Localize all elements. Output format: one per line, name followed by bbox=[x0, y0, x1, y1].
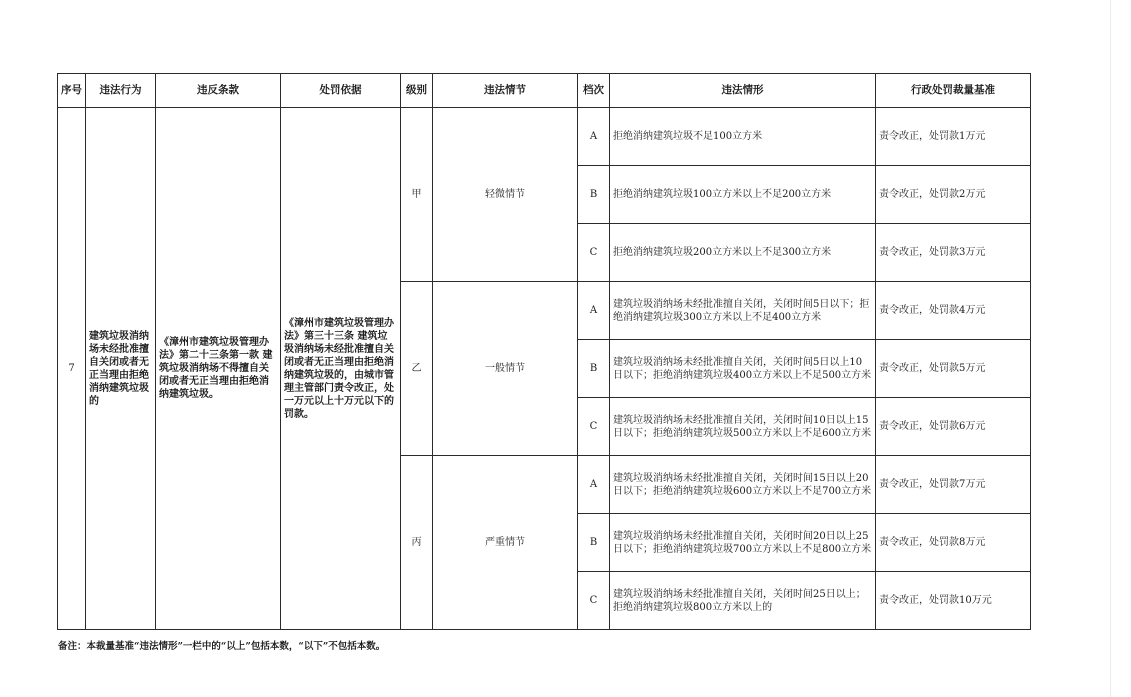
standard-cell: 责令改正，处罚款7万元 bbox=[876, 456, 1031, 514]
standard-cell: 责令改正，处罚款10万元 bbox=[876, 572, 1031, 630]
header-circumstance: 违法情节 bbox=[433, 74, 578, 108]
situation-cell: 建筑垃圾消纳场未经批准擅自关闭，关闭时间5日以上10日以下；拒绝消纳建筑垃圾400立方米以上不足500立方米 bbox=[610, 340, 876, 398]
header-clause: 违反条款 bbox=[156, 74, 281, 108]
scan-edge-divider bbox=[1110, 0, 1111, 697]
standard-cell: 责令改正，处罚款5万元 bbox=[876, 340, 1031, 398]
grade-cell: C bbox=[578, 572, 610, 630]
header-situation: 违法情形 bbox=[610, 74, 876, 108]
standard-cell: 责令改正，处罚款1万元 bbox=[876, 108, 1031, 166]
grade-cell: B bbox=[578, 514, 610, 572]
penalty-standard-table bbox=[57, 73, 1031, 630]
standard-cell: 责令改正，处罚款4万元 bbox=[876, 282, 1031, 340]
grade-cell: C bbox=[578, 398, 610, 456]
grade-cell: B bbox=[578, 340, 610, 398]
standard-cell: 责令改正，处罚款6万元 bbox=[876, 398, 1031, 456]
header-behavior: 违法行为 bbox=[86, 74, 156, 108]
header-basis: 处罚依据 bbox=[281, 74, 401, 108]
situation-cell: 建筑垃圾消纳场未经批准擅自关闭，关闭时间15日以上20日以下；拒绝消纳建筑垃圾600立方米以上不足700立方米 bbox=[610, 456, 876, 514]
situation-cell: 建筑垃圾消纳场未经批准擅自关闭，关闭时间10日以上15日以下；拒绝消纳建筑垃圾500立方米以上不足600立方米 bbox=[610, 398, 876, 456]
circumstance-label: 轻微情节 bbox=[433, 108, 578, 282]
level-label: 甲 bbox=[401, 108, 433, 282]
standard-cell: 责令改正，处罚款8万元 bbox=[876, 514, 1031, 572]
grade-cell: A bbox=[578, 108, 610, 166]
situation-cell: 建筑垃圾消纳场未经批准擅自关闭，关闭时间20日以上25日以下；拒绝消纳建筑垃圾700立方米以上不足800立方米 bbox=[610, 514, 876, 572]
header-standard: 行政处罚裁量基准 bbox=[876, 74, 1031, 108]
record-behavior: 建筑垃圾消纳场未经批准擅自关闭或者无正当理由拒绝消纳建筑垃圾的 bbox=[86, 108, 156, 630]
grade-cell: C bbox=[578, 224, 610, 282]
situation-cell: 拒绝消纳建筑垃圾不足100立方米 bbox=[610, 108, 876, 166]
standard-cell: 责令改正，处罚款2万元 bbox=[876, 166, 1031, 224]
circumstance-label: 严重情节 bbox=[433, 456, 578, 630]
header-seq: 序号 bbox=[58, 74, 86, 108]
level-label: 乙 bbox=[401, 282, 433, 456]
record-seq: 7 bbox=[58, 108, 86, 630]
record-clause: 《漳州市建筑垃圾管理办法》第二十三条第一款 建筑垃圾消纳场不得擅自关闭或者无正当理由拒绝消纳建筑垃圾。 bbox=[156, 108, 281, 630]
circumstance-label: 一般情节 bbox=[433, 282, 578, 456]
table-row bbox=[58, 108, 1031, 166]
situation-cell: 建筑垃圾消纳场未经批准擅自关闭，关闭时间5日以下；拒绝消纳建筑垃圾300立方米以上不足400立方米 bbox=[610, 282, 876, 340]
record-basis: 《漳州市建筑垃圾管理办法》第三十三条 建筑垃圾消纳场未经批准擅自关闭或者无正当理由拒绝消纳建筑垃圾的，由城市管理主管部门责令改正，处一万元以上十万元以下的罚款。 bbox=[281, 108, 401, 630]
standard-cell: 责令改正，处罚款3万元 bbox=[876, 224, 1031, 282]
header-grade: 档次 bbox=[578, 74, 610, 108]
grade-cell: A bbox=[578, 456, 610, 514]
header-level: 级别 bbox=[401, 74, 433, 108]
situation-cell: 拒绝消纳建筑垃圾100立方米以上不足200立方米 bbox=[610, 166, 876, 224]
level-label: 丙 bbox=[401, 456, 433, 630]
grade-cell: A bbox=[578, 282, 610, 340]
footnote: 备注：本裁量基准“违法情形”一栏中的“以上”包括本数，“以下”不包括本数。 bbox=[58, 641, 386, 652]
situation-cell: 拒绝消纳建筑垃圾200立方米以上不足300立方米 bbox=[610, 224, 876, 282]
situation-cell: 建筑垃圾消纳场未经批准擅自关闭，关闭时间25日以上；拒绝消纳建筑垃圾800立方米以上的 bbox=[610, 572, 876, 630]
header-row bbox=[58, 74, 1031, 108]
grade-cell: B bbox=[578, 166, 610, 224]
